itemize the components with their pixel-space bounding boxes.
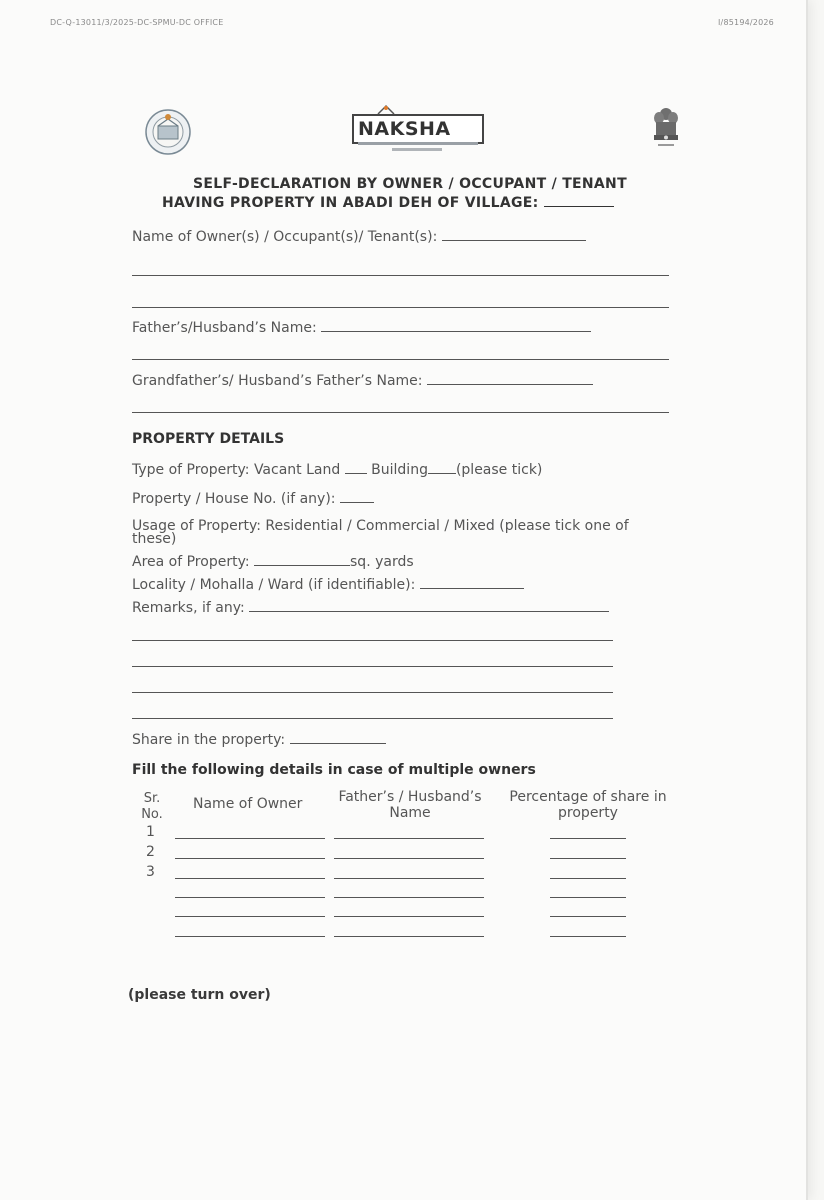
area-label: Area of Property:: [132, 554, 250, 570]
national-emblem-logo: [650, 104, 682, 156]
locality-row: [132, 576, 524, 593]
col-father-label-1: Father’s / Husband’s: [338, 789, 482, 805]
row1-owner-field[interactable]: [175, 838, 325, 839]
share-label: Share in the property:: [132, 732, 286, 748]
form-title-line2: [162, 194, 614, 211]
grandfather-name-line-2[interactable]: [132, 412, 669, 413]
remarks-line-3[interactable]: [132, 666, 613, 667]
property-type-row: [132, 461, 542, 478]
father-name-field[interactable]: [321, 319, 591, 332]
owner-name-row: [132, 228, 586, 245]
form-title-line1: SELF-DECLARATION BY OWNER / OCCUPANT / TENANT: [193, 176, 627, 192]
share-row: [132, 731, 386, 748]
building-label: Building: [371, 462, 428, 478]
row-number-2: 2: [146, 844, 155, 860]
col-name-header: Name of Owner: [193, 796, 303, 812]
multiple-owners-heading: Fill the following details in case of multiple owners: [132, 762, 536, 778]
row4-father-field[interactable]: [334, 897, 484, 898]
vacant-land-tick-field[interactable]: [345, 461, 367, 474]
col-share-label-2: property: [558, 805, 618, 821]
col-share-label-1: Percentage of share in: [509, 789, 667, 805]
father-name-label: Father’s/Husband’s Name:: [132, 320, 317, 336]
col-father-label-2: Name: [389, 805, 431, 821]
col-share-header: [498, 789, 678, 821]
remarks-line-5[interactable]: [132, 718, 613, 719]
property-type-hint: (please tick): [455, 462, 543, 478]
remarks-field[interactable]: [249, 599, 609, 612]
naksha-logo-text: NAKSHA: [358, 118, 451, 140]
remarks-line-2[interactable]: [132, 640, 613, 641]
locality-field[interactable]: [420, 576, 524, 589]
house-no-field[interactable]: [340, 490, 374, 503]
row5-owner-field[interactable]: [175, 916, 325, 917]
locality-label: Locality / Mohalla / Ward (if identifiable):: [132, 577, 416, 593]
father-name-line-2[interactable]: [132, 359, 669, 360]
naksha-logo: [352, 104, 486, 156]
naksha-subtitle-line: [358, 142, 478, 145]
remarks-row: [132, 599, 609, 616]
row1-father-field[interactable]: [334, 838, 484, 839]
col-sr-label: Sr.: [143, 791, 161, 806]
naksha-hindi-line: [392, 148, 442, 151]
left-emblem-logo: [144, 108, 192, 156]
col-no-label: No.: [141, 807, 163, 822]
grandfather-name-label: Grandfather’s/ Husband’s Father’s Name:: [132, 373, 423, 389]
col-sr-no-header: [132, 791, 172, 823]
house-no-label: Property / House No. (if any):: [132, 491, 336, 507]
property-details-heading: PROPERTY DETAILS: [132, 431, 285, 447]
row3-share-field[interactable]: [550, 878, 626, 879]
col-father-header: [330, 789, 490, 821]
area-unit: sq. yards: [350, 554, 414, 570]
usage-line2: these): [132, 531, 177, 547]
remarks-line-4[interactable]: [132, 692, 613, 693]
row5-share-field[interactable]: [550, 916, 626, 917]
row-number-1: 1: [146, 824, 155, 840]
row6-share-field[interactable]: [550, 936, 626, 937]
row3-owner-field[interactable]: [175, 878, 325, 879]
father-name-row: [132, 319, 591, 336]
usage-line1: Usage of Property: Residential / Commercial / Mixed (please tick one of: [132, 518, 629, 534]
row5-father-field[interactable]: [334, 916, 484, 917]
house-no-row: [132, 490, 374, 507]
row6-owner-field[interactable]: [175, 936, 325, 937]
row1-share-field[interactable]: [550, 838, 626, 839]
remarks-label: Remarks, if any:: [132, 600, 245, 616]
row6-father-field[interactable]: [334, 936, 484, 937]
share-field[interactable]: [290, 731, 386, 744]
village-blank[interactable]: [544, 194, 614, 207]
file-reference: DC-Q-13011/3/2025-DC-SPMU-DC OFFICE: [50, 18, 224, 27]
property-type-label: Type of Property: Vacant Land: [132, 462, 341, 478]
grandfather-name-row: [132, 372, 593, 389]
document-number: I/85194/2026: [718, 18, 774, 27]
owner-name-line-3[interactable]: [132, 307, 669, 308]
owner-name-field[interactable]: [442, 228, 586, 241]
row-number-3: 3: [146, 864, 155, 880]
area-row: [132, 553, 414, 570]
row2-share-field[interactable]: [550, 858, 626, 859]
row4-share-field[interactable]: [550, 897, 626, 898]
row4-owner-field[interactable]: [175, 897, 325, 898]
row2-owner-field[interactable]: [175, 858, 325, 859]
row2-father-field[interactable]: [334, 858, 484, 859]
building-tick-field[interactable]: [428, 461, 456, 474]
village-title-label: HAVING PROPERTY IN ABADI DEH OF VILLAGE:: [162, 195, 539, 211]
owner-name-line-2[interactable]: [132, 275, 669, 276]
owner-name-label: Name of Owner(s) / Occupant(s)/ Tenant(s):: [132, 229, 438, 245]
please-turn-over-note: (please turn over): [128, 987, 271, 1003]
grandfather-name-field[interactable]: [427, 372, 593, 385]
row3-father-field[interactable]: [334, 878, 484, 879]
area-field[interactable]: [254, 553, 350, 566]
